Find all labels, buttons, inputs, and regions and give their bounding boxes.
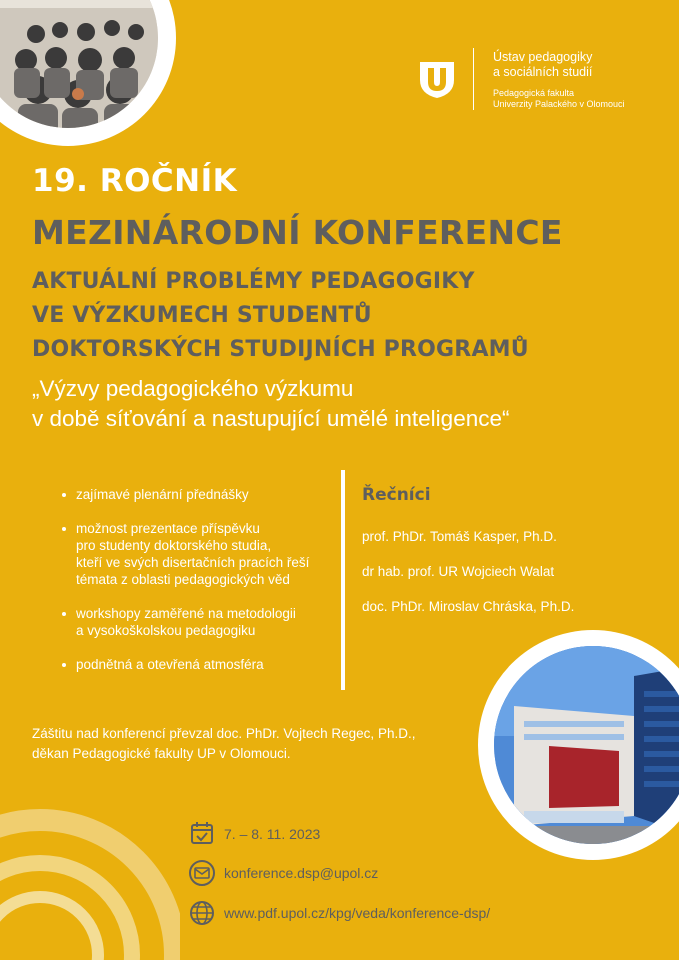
list-item: podnětná a otevřená atmosféra: [60, 656, 340, 673]
speaker-name: prof. PhDr. Tomáš Kasper, Ph.D.: [362, 529, 557, 544]
speakers-heading: Řečníci: [362, 485, 431, 505]
university-logo: [418, 58, 456, 100]
faculty-name: Pedagogická fakulta Univerzity Palackého v Olomouci: [493, 88, 625, 109]
faculty-building-photo: [478, 630, 679, 860]
email-icon: [188, 859, 216, 887]
edition-title: 19. ROČNÍK: [32, 163, 238, 199]
header-divider: [473, 48, 474, 110]
calendar-icon: [188, 819, 216, 847]
event-date: 7. – 8. 11. 2023: [224, 826, 321, 842]
speaker-name: doc. PhDr. Miroslav Chráska, Ph.D.: [362, 599, 575, 614]
conference-website[interactable]: www.pdf.upol.cz/kpg/veda/konference-dsp/: [224, 905, 491, 921]
patronage-text: Záštitu nad konferencí převzal doc. PhDr. Vojtech Regec, Ph.D., děkan Pedagogické fakulty UP v Olomouci.: [32, 726, 416, 761]
list-item: zajímavé plenární přednášky: [60, 486, 340, 503]
decorative-rings: [0, 780, 180, 960]
speaker-name: dr hab. prof. UR Wojciech Walat: [362, 564, 555, 579]
conference-title: MEZINÁRODNÍ KONFERENCE: [32, 213, 563, 252]
list-item: workshopy zaměřené na metodologii a vysokoškolskou pedagogiku: [60, 605, 340, 639]
column-divider: [341, 470, 345, 690]
contact-email[interactable]: konference.dsp@upol.cz: [224, 865, 379, 881]
globe-icon: [188, 899, 216, 927]
institute-name: Ústav pedagogiky a sociálních studií: [493, 50, 593, 79]
audience-photo: [0, 0, 176, 146]
feature-list: [60, 486, 340, 690]
list-item: možnost prezentace příspěvku pro studenty doktorského studia, kteří ve svých disertačních pracích řeší témata z oblasti pedagogických věd: [60, 520, 340, 588]
conference-theme: „Výzvy pedagogického výzkumu v době síťování a nastupující umělé inteligence“: [32, 376, 510, 431]
conference-subtitle: AKTUÁLNÍ PROBLÉMY PEDAGOGIKY VE VÝZKUMECH STUDENTŮ DOKTORSKÝCH STUDIJNÍCH PROGRAMŮ: [32, 269, 529, 362]
